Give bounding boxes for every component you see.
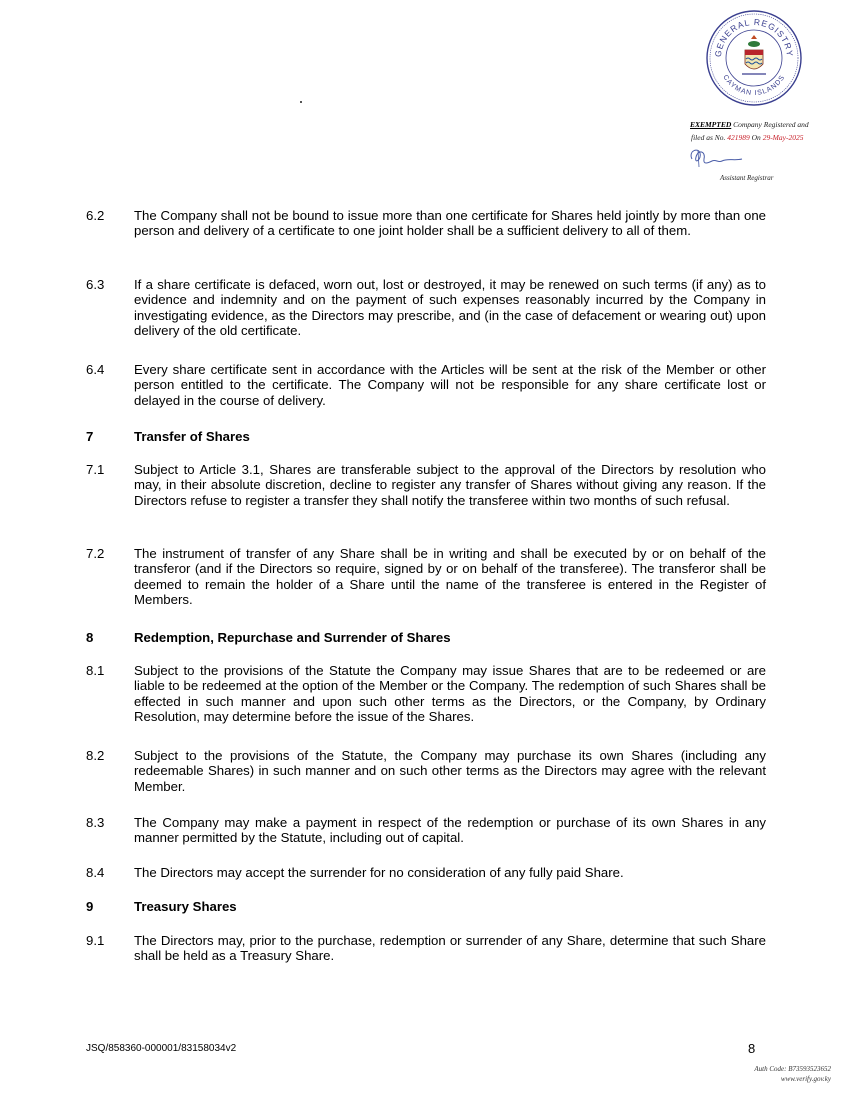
clause-number: 6.3 xyxy=(86,277,105,292)
clause-9-1 xyxy=(86,933,766,964)
stamp-registration-number: 421989 xyxy=(727,133,750,142)
clause-number: 8.3 xyxy=(86,815,105,830)
section-heading-9 xyxy=(86,899,766,914)
clause-6-4 xyxy=(86,362,766,408)
clause-text: The Company shall not be bound to issue more than one certificate for Shares held jointly by more than one person and delivery of a certificate to one joint holder shall be a sufficient delivery to all of them. xyxy=(134,208,766,239)
section-title: Treasury Shares xyxy=(134,899,237,914)
clause-6-2 xyxy=(86,208,766,239)
clause-number: 8.4 xyxy=(86,865,105,880)
clause-8-2 xyxy=(86,748,766,794)
section-number: 9 xyxy=(86,899,94,914)
clause-text: Every share certificate sent in accordance with the Articles will be sent at the risk of the Member or other person entitled to the certificate. The Company will not be responsible for any share certificate lost or delayed in the course of delivery. xyxy=(134,362,766,408)
section-title: Redemption, Repurchase and Surrender of Shares xyxy=(134,630,451,645)
clause-text: Subject to the provisions of the Statute, the Company may purchase its own Shares (including any redeemable Shares) in such manner and on such other terms as the Directors may agree with the relevant Member. xyxy=(134,748,766,794)
clause-text: The instrument of transfer of any Share shall be in writing and shall be executed by or on behalf of the transferor (and if the Directors so require, signed by or on behalf of the transferee). The transferor shall be deemed to remain the holder of a Share until the name of the transferee is entered in the Register of Members. xyxy=(134,546,766,608)
stamp-signatory: Assistant Registrar xyxy=(720,174,774,182)
clause-number: 7.1 xyxy=(86,462,105,477)
clause-text: If a share certificate is defaced, worn out, lost or destroyed, it may be renewed on such terms (if any) as to evidence and indemnity and on the payment of such expenses reasonably incurred by the Company in investigating evidence, as the Directors may prescribe, and (in the case of defacement or wearing out) upon delivery of the old certificate. xyxy=(134,277,766,339)
page-number: 8 xyxy=(748,1041,756,1056)
clause-6-3 xyxy=(86,277,766,339)
signature-icon xyxy=(686,145,746,173)
clause-text: Subject to the provisions of the Statute the Company may issue Shares that are to be redeemed or are liable to be redeemed at the option of the Member or the Company. The redemption of such Shares shall be effected in such manner and upon such other terms as the Directors, or the Company, by Ordinary Resolution, may determine before the issue of the Shares. xyxy=(134,663,766,725)
clause-text: The Company may make a payment in respect of the redemption or purchase of its own Shares in any manner permitted by the Statute, including out of capital. xyxy=(134,815,766,846)
clause-number: 6.2 xyxy=(86,208,105,223)
verify-url: www.verify.gov.ky xyxy=(780,1075,831,1083)
clause-number: 6.4 xyxy=(86,362,105,377)
general-registry-seal-icon xyxy=(704,8,804,108)
clause-number: 8.2 xyxy=(86,748,105,763)
clause-7-1 xyxy=(86,462,766,508)
seal-bottom-text: CAYMAN ISLANDS xyxy=(721,73,787,98)
svg-text:CAYMAN ISLANDS xyxy=(721,74,786,97)
stray-dot xyxy=(300,101,302,103)
auth-code: Auth Code: B73593523652 xyxy=(754,1065,831,1073)
clause-text: Subject to Article 3.1, Shares are transferable subject to the approval of the Directors by resolution who may, in their absolute discretion, decline to register any transfer of Shares without giving any reason. If the Directors refuse to register a transfer they shall notify the transferee within two months of such refusal. xyxy=(134,462,766,508)
auth-block xyxy=(754,1064,831,1084)
clause-text: The Directors may, prior to the purchase, redemption or surrender of any Share, determine that such Share shall be held as a Treasury Share. xyxy=(134,933,766,964)
stamp-registered-text: Company Registered and xyxy=(733,120,809,129)
stamp-date: 29-May-2025 xyxy=(762,133,804,142)
clause-8-1 xyxy=(86,663,766,725)
section-number: 8 xyxy=(86,630,94,645)
clause-8-4 xyxy=(86,865,766,880)
section-title: Transfer of Shares xyxy=(134,429,250,444)
clause-number: 7.2 xyxy=(86,546,105,561)
registry-stamp xyxy=(686,8,846,188)
stamp-on-text: On xyxy=(751,133,761,142)
clause-8-3 xyxy=(86,815,766,846)
stamp-exempted: EXEMPTED xyxy=(690,120,732,129)
document-reference: JSQ/858360-000001/83158034v2 xyxy=(86,1043,237,1054)
stamp-filed-line xyxy=(691,133,804,142)
section-heading-8 xyxy=(86,630,766,645)
clause-number: 8.1 xyxy=(86,663,105,678)
seal-top-text: GENERAL REGISTRY xyxy=(712,16,796,58)
stamp-registered-line xyxy=(690,120,809,129)
clause-text: The Directors may accept the surrender for no consideration of any fully paid Share. xyxy=(134,865,624,880)
section-number: 7 xyxy=(86,429,94,444)
clause-number: 9.1 xyxy=(86,933,105,948)
stamp-filed-text: filed as No. xyxy=(691,133,726,142)
section-heading-7 xyxy=(86,429,766,444)
clause-7-2 xyxy=(86,546,766,608)
